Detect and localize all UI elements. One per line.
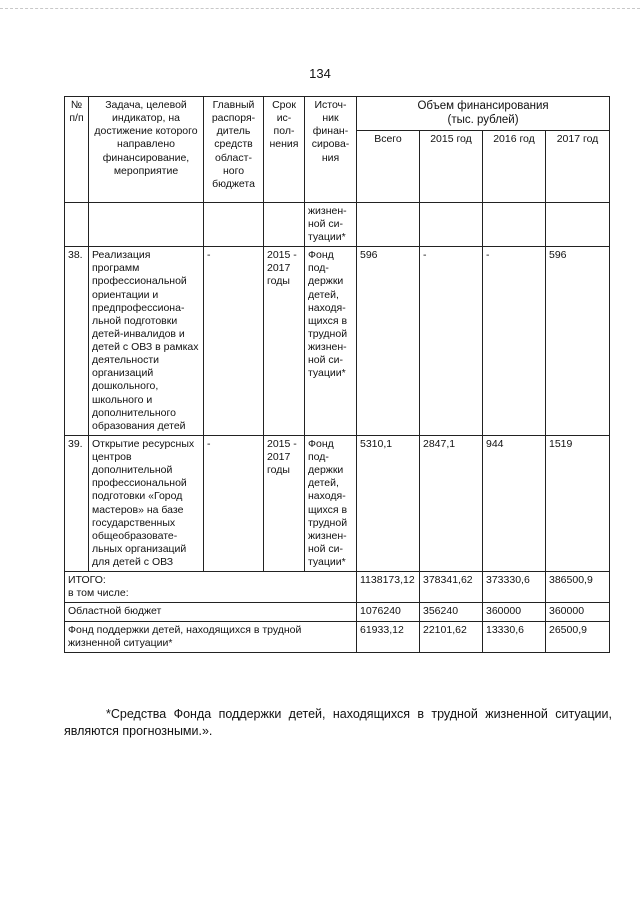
cell-2017: 596 xyxy=(546,247,610,436)
cell-2016 xyxy=(483,202,546,246)
totals-row xyxy=(65,603,610,621)
header-col-task: Задача, целевой индикатор, на достижение которого направлено финансирование, мероприятие xyxy=(89,97,204,203)
totals-row xyxy=(65,621,610,652)
financing-table xyxy=(64,96,610,653)
cell-task: Открытие ресурсных центров дополнительной профессиональной подготовки «Город мастеров» на базе государственных общеобразовате-льных организаций для детей с ОВЗ xyxy=(89,435,204,571)
header-col-2016: 2016 год xyxy=(483,130,546,202)
cell-2017 xyxy=(546,202,610,246)
scan-edge-line xyxy=(0,8,640,9)
header-row xyxy=(65,97,610,131)
header-col-2017: 2017 год xyxy=(546,130,610,202)
cell-2016: 13330,6 xyxy=(483,621,546,652)
cell-term xyxy=(264,202,305,246)
cell-source: Фонд под-держки детей, находя-щихся в трудной жизнен-ной си-туации* xyxy=(305,247,357,436)
totals-label: ИТОГО: в том числе: xyxy=(65,572,357,603)
cell-total: 1138173,12 xyxy=(357,572,420,603)
header-col-admin: Главный распоря-дитель средств област-ного бюджета xyxy=(204,97,264,203)
header-col-source: Источ-ник финан-сирова-ния xyxy=(305,97,357,203)
cell-2016: 360000 xyxy=(483,603,546,621)
table-row xyxy=(65,435,610,571)
table-row-continuation xyxy=(65,202,610,246)
cell-term: 2015 - 2017 годы xyxy=(264,435,305,571)
header-col-volume: Объем финансирования (тыс. рублей) xyxy=(357,97,610,131)
cell-total: 1076240 xyxy=(357,603,420,621)
cell-admin: - xyxy=(204,435,264,571)
cell-2017: 360000 xyxy=(546,603,610,621)
cell-num: 38. xyxy=(65,247,89,436)
cell-2017: 1519 xyxy=(546,435,610,571)
cell-term: 2015 - 2017 годы xyxy=(264,247,305,436)
totals-label: Областной бюджет xyxy=(65,603,357,621)
cell-2015: 22101,62 xyxy=(420,621,483,652)
cell-total: 596 xyxy=(357,247,420,436)
cell-num xyxy=(65,202,89,246)
page-number: 134 xyxy=(309,66,331,81)
cell-2015 xyxy=(420,202,483,246)
footnote: *Средства Фонда поддержки детей, находящихся в трудной жизненной ситуации, являются прогнозными.». xyxy=(64,707,612,738)
header-col-num: № п/п xyxy=(65,97,89,203)
cell-num: 39. xyxy=(65,435,89,571)
totals-row xyxy=(65,572,610,603)
cell-2017: 386500,9 xyxy=(546,572,610,603)
cell-total: 61933,12 xyxy=(357,621,420,652)
cell-2015: 356240 xyxy=(420,603,483,621)
cell-2017: 26500,9 xyxy=(546,621,610,652)
cell-2016: - xyxy=(483,247,546,436)
cell-task: Реализация программ профессиональной ориентации и предпрофессиона-льной подготовки детей-инвалидов и детей с ОВЗ в рамках деятельности организаций дошкольного, школьного и дополнительного образования детей xyxy=(89,247,204,436)
cell-2015: 378341,62 xyxy=(420,572,483,603)
cell-admin: - xyxy=(204,247,264,436)
cell-admin xyxy=(204,202,264,246)
cell-2015: 2847,1 xyxy=(420,435,483,571)
cell-total: 5310,1 xyxy=(357,435,420,571)
totals-label: Фонд поддержки детей, находящихся в трудной жизненной ситуации* xyxy=(65,621,357,652)
cell-total xyxy=(357,202,420,246)
header-col-total: Всего xyxy=(357,130,420,202)
cell-2016: 944 xyxy=(483,435,546,571)
cell-task xyxy=(89,202,204,246)
table-row xyxy=(65,247,610,436)
cell-source: жизнен-ной си-туации* xyxy=(305,202,357,246)
cell-2016: 373330,6 xyxy=(483,572,546,603)
cell-2015: - xyxy=(420,247,483,436)
header-col-2015: 2015 год xyxy=(420,130,483,202)
header-col-term: Срок ис-пол-нения xyxy=(264,97,305,203)
cell-source: Фонд под-держки детей, находя-щихся в трудной жизнен-ной си-туации* xyxy=(305,435,357,571)
